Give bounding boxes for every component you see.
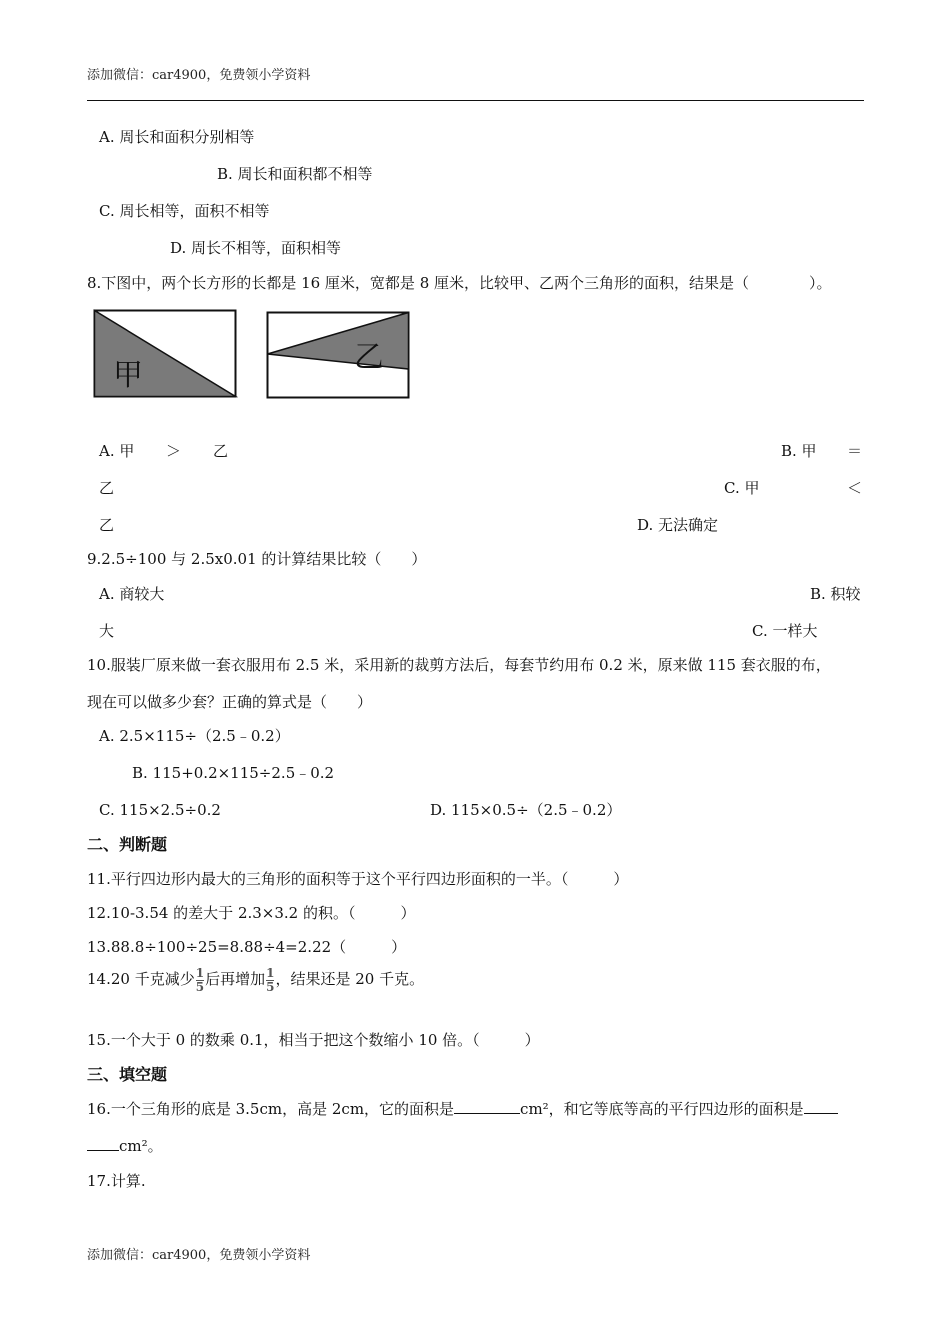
q10-option-b: B. 115+0.2×115÷2.5﹣0.2 bbox=[132, 764, 335, 782]
q14 bbox=[87, 966, 424, 993]
q10-option-a: A. 2.5×115÷（2.5﹣0.2） bbox=[99, 727, 290, 745]
q8-option-a-tail: 乙 bbox=[213, 442, 229, 460]
q16-blank-1[interactable] bbox=[454, 1099, 520, 1114]
q8-option-d: D. 无法确定 bbox=[637, 516, 719, 534]
q7-option-b: B. 周长和面积都不相等 bbox=[217, 165, 373, 183]
q16-part2: cm²，和它等底等高的平行四边形的面积是 bbox=[520, 1100, 804, 1118]
q9-option-a: A. 商较大 bbox=[99, 585, 165, 603]
q10-option-c: C. 115×2.5÷0.2 bbox=[99, 801, 221, 819]
q8-option-b-op: ＝ bbox=[847, 442, 863, 460]
q16-part1: 16.一个三角形的底是 3.5cm，高是 2cm，它的面积是 bbox=[87, 1100, 455, 1118]
q16-line2 bbox=[87, 1136, 163, 1156]
figure-label-jia: 甲 bbox=[113, 358, 143, 393]
q8-option-c-op: ＜ bbox=[847, 479, 863, 497]
q12: 12.10-3.54 的差大于 2.3×3.2 的积。（ ） bbox=[87, 904, 416, 922]
q9-option-b-tail: 大 bbox=[99, 622, 115, 640]
q10-option-d: D. 115×0.5÷（2.5﹣0.2） bbox=[430, 801, 622, 819]
q9-stem: 9.2.5÷100 与 2.5x0.01 的计算结果比较（ ） bbox=[87, 550, 427, 568]
q16-part3: cm²。 bbox=[119, 1137, 163, 1155]
q14-fraction-2-numerator: 1 bbox=[266, 965, 275, 980]
q7-option-a: A. 周长和面积分别相等 bbox=[99, 128, 255, 146]
triangle-figure-yi bbox=[266, 311, 411, 400]
q14-fraction-2 bbox=[266, 965, 275, 994]
q9-option-c: C. 一样大 bbox=[752, 622, 818, 640]
q8-option-c-prefix: C. 甲 bbox=[724, 479, 760, 497]
q8-option-c-tail: 乙 bbox=[99, 516, 115, 534]
q10-stem-line2: 现在可以做多少套？正确的算式是（ ） bbox=[87, 693, 373, 711]
section-title-fill-blank: 三、填空题 bbox=[87, 1065, 168, 1084]
q10-stem-line1: 10.服装厂原来做一套衣服用布 2.5 米，采用新的裁剪方法后，每套节约用布 0.2 米，原来做 115 套衣服的布， bbox=[87, 656, 831, 674]
q7-option-c: C. 周长相等，面积不相等 bbox=[99, 202, 270, 220]
page-footer: 添加微信：car4900，免费领小学资料 bbox=[87, 1248, 311, 1263]
q8-option-a-op: ＞ bbox=[166, 442, 182, 460]
page-header: 添加微信：car4900，免费领小学资料 bbox=[87, 68, 311, 83]
q15: 15.一个大于 0 的数乘 0.1，相当于把这个数缩小 10 倍。（ ） bbox=[87, 1031, 540, 1049]
q17: 17.计算. bbox=[87, 1172, 146, 1190]
header-rule bbox=[87, 100, 864, 101]
triangle-figure-jia bbox=[93, 309, 238, 399]
section-title-judgment: 二、判断题 bbox=[87, 835, 168, 854]
q13: 13.88.8÷100÷25=8.88÷4=2.22（ ） bbox=[87, 938, 407, 956]
q14-fraction-1-denominator: 5 bbox=[195, 979, 205, 994]
q14-part3: ，结果还是 20 千克。 bbox=[275, 970, 425, 988]
q11: 11.平行四边形内最大的三角形的面积等于这个平行四边形面积的一半。（ ） bbox=[87, 870, 629, 888]
q7-option-d: D. 周长不相等，面积相等 bbox=[170, 239, 342, 257]
q8-option-a-prefix: A. 甲 bbox=[99, 442, 135, 460]
q16-blank-2-start[interactable] bbox=[804, 1099, 838, 1114]
q14-part2: 后再增加 bbox=[205, 970, 266, 988]
q8-option-b-tail: 乙 bbox=[99, 479, 115, 497]
q16-line1 bbox=[87, 1099, 838, 1119]
q14-fraction-2-denominator: 5 bbox=[266, 979, 275, 994]
q14-fraction-1-numerator: 1 bbox=[195, 965, 205, 980]
q16-blank-2-end[interactable] bbox=[87, 1136, 119, 1151]
q9-option-b-head: B. 积较 bbox=[810, 585, 861, 603]
q8-stem: 8.下图中，两个长方形的长都是 16 厘米，宽都是 8 厘米，比较甲、乙两个三角形的面积，结果是（ ）。 bbox=[87, 274, 832, 292]
q8-option-b-prefix: B. 甲 bbox=[781, 442, 817, 460]
q14-fraction-1 bbox=[195, 965, 205, 994]
q14-part1: 14.20 千克减少 bbox=[87, 970, 195, 988]
figure-label-yi: 乙 bbox=[354, 340, 384, 375]
